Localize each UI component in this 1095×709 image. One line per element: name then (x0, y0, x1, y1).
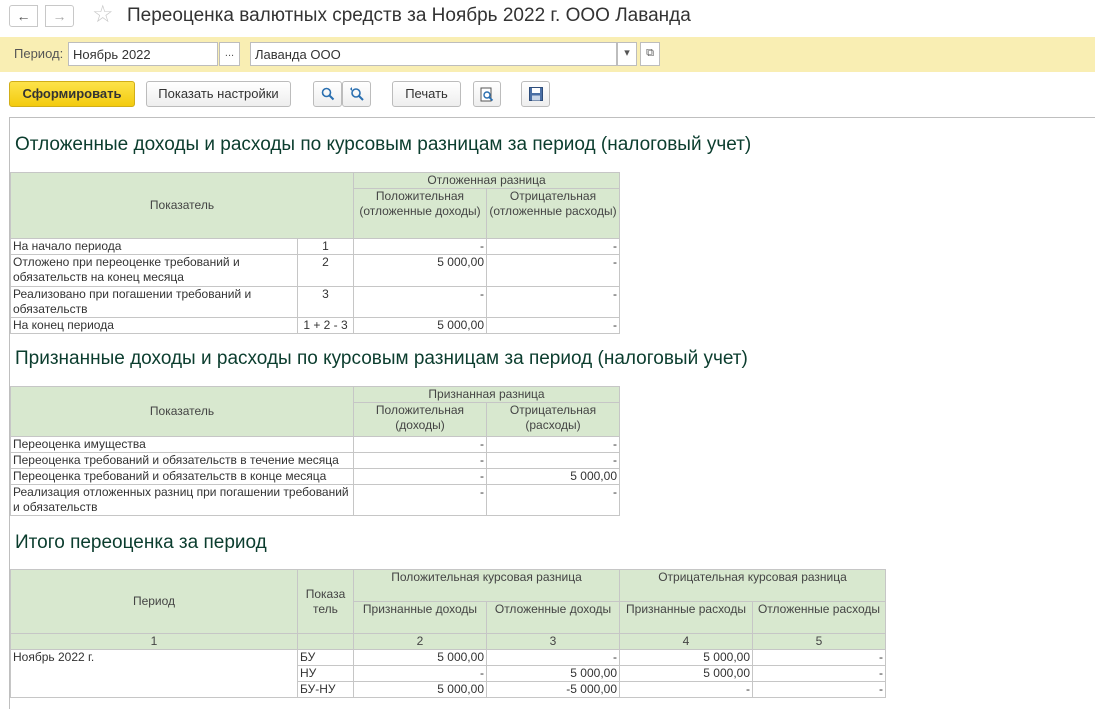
table-row: Реализация отложенных разниц при погашении требований и обязательств - - (11, 485, 620, 516)
title-bar (0, 0, 1095, 36)
search-icon (321, 87, 335, 101)
search-settings-button[interactable] (342, 81, 371, 107)
table-row: На начало периода 1 - - (11, 239, 620, 255)
header-period: Период (11, 570, 298, 634)
table-row: Переоценка требований и обязательств в конце месяца - 5 000,00 (11, 469, 620, 485)
report-area (9, 117, 1095, 709)
organization-input[interactable]: Лаванда ООО (250, 42, 617, 66)
section-title-recognized: Признанные доходы и расходы по курсовым разницам за период (налоговый учет) (15, 348, 748, 369)
period-input[interactable]: Ноябрь 2022 (68, 42, 218, 66)
header-recognized-difference: Признанная разница (354, 387, 620, 403)
section-title-total: Итого переоценка за период (15, 532, 267, 553)
search-settings-icon (349, 87, 365, 101)
header-indicator: Показатель (11, 387, 354, 437)
generate-button[interactable]: Сформировать (9, 81, 135, 107)
print-button[interactable]: Печать (392, 81, 461, 107)
arrow-right-icon: → (52, 8, 67, 24)
period-cell: Ноябрь 2022 г. (11, 650, 298, 698)
favorite-star-icon[interactable]: ☆ (92, 1, 114, 28)
total-table (10, 569, 886, 698)
header-recognized-expense: Признанные расходы (620, 602, 753, 634)
header-negative: Отрицательная (расходы) (487, 403, 620, 437)
search-button[interactable] (313, 81, 342, 107)
header-negative-group: Отрицательная курсовая разница (620, 570, 886, 602)
table-row: Переоценка имущества - - (11, 437, 620, 453)
preview-button[interactable] (473, 81, 501, 107)
table-row: Реализовано при погашении требований и обязательств 3 - - (11, 287, 620, 318)
open-window-icon: ⧉ (646, 47, 654, 59)
table-row: Переоценка требований и обязательств в течение месяца - - (11, 453, 620, 469)
forward-button[interactable] (45, 5, 74, 27)
header-deferred-expense: Отложенные расходы (753, 602, 886, 634)
back-button[interactable] (9, 5, 38, 27)
table-row: На конец периода 1 + 2 - 3 5 000,00 - (11, 318, 620, 334)
organization-open-button[interactable] (640, 42, 660, 66)
period-label: Период: (14, 46, 64, 61)
table-row: Ноябрь 2022 г. БУ 5 000,00 - 5 000,00 - (11, 650, 886, 666)
recognized-table (10, 386, 620, 516)
window-title: Переоценка валютных средств за Ноябрь 2022 г. ООО Лаванда (127, 5, 691, 26)
header-positive: Положительная (доходы) (354, 403, 487, 437)
header-negative: Отрицательная (отложенные расходы) (487, 189, 620, 239)
column-numbers-row: 1 2 3 4 5 (11, 634, 886, 650)
table-row: Отложено при переоценке требований и обязательств на конец месяца 2 5 000,00 - (11, 255, 620, 287)
header-deferred-difference: Отложенная разница (354, 173, 620, 189)
section-title-deferred: Отложенные доходы и расходы по курсовым разницам за период (налоговый учет) (15, 134, 752, 155)
save-icon (529, 87, 543, 101)
save-button[interactable] (521, 81, 550, 107)
chevron-down-icon: ▾ (624, 47, 630, 59)
organization-dropdown-button[interactable] (617, 42, 637, 66)
deferred-table (10, 172, 620, 334)
header-positive-group: Положительная курсовая разница (354, 570, 620, 602)
period-select-button[interactable]: ... (219, 42, 240, 66)
header-indicator: Показа тель (298, 570, 354, 634)
header-recognized-income: Признанные доходы (354, 602, 487, 634)
table-row: НУ - 5 000,00 5 000,00 - (11, 666, 886, 682)
print-preview-icon (480, 87, 494, 102)
header-indicator: Показатель (11, 173, 354, 239)
header-positive: Положительная (отложенные доходы) (354, 189, 487, 239)
show-settings-button[interactable]: Показать настройки (146, 81, 291, 107)
period-bar (0, 37, 1095, 72)
arrow-left-icon: ← (16, 8, 31, 24)
header-deferred-income: Отложенные доходы (487, 602, 620, 634)
table-row: БУ-НУ 5 000,00 -5 000,00 - - (11, 682, 886, 698)
